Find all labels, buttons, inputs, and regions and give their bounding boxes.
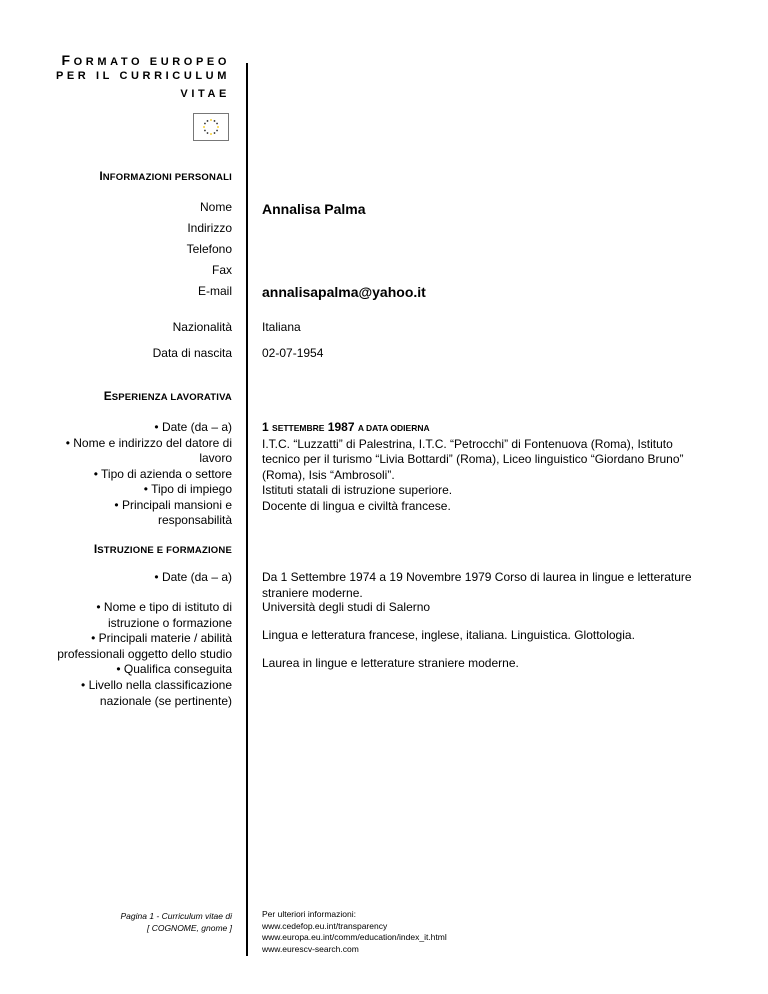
eu-flag-star (216, 123, 218, 125)
label-birth-date: Data di nascita (152, 346, 232, 360)
eu-flag-star (207, 120, 209, 122)
label-edu-dates: • Date (da – a) (154, 570, 232, 584)
footer-link-europa[interactable]: www.europa.eu.int/comm/education/index_it.html (262, 932, 447, 943)
label-work-duties: • Principali mansioni e responsabilità (114, 497, 232, 527)
eu-flag-star (214, 120, 216, 122)
header-title-line3: VITAE (180, 88, 230, 100)
eu-flag-star (210, 119, 212, 121)
column-divider (246, 63, 248, 956)
label-email: E-mail (197, 284, 232, 298)
footer-page-info (32, 910, 232, 934)
eu-flag-star (203, 126, 205, 128)
section-title-work: ESPERIENZA LAVORATIVA (103, 389, 232, 403)
label-edu-subjects: • Principali materie / abilità professionali oggetto dello studio (57, 631, 232, 661)
value-work-job: Docente di lingua e civiltà francese. (262, 498, 451, 513)
value-edu-institute: Università degli studi di Salerno (262, 600, 431, 614)
footer-link-eurescv[interactable]: www.eurescv-search.com (262, 943, 359, 954)
label-work-job: • Tipo di impiego (143, 482, 232, 496)
eu-flag-star (216, 130, 218, 132)
value-work-employer: I.T.C. “Luzzatti” di Palestrina, I.T.C. “Petrocchi” di Fontenuova (Roma), Istituto tecnico per il turismo “Livia Bottardi” (Roma), Liceo linguistico “Giordano Bruno” (Roma), Isis “Ambrosoli”. (262, 436, 684, 482)
eu-flag-star (207, 132, 209, 134)
label-work-sector: • Tipo di azienda o settore (93, 466, 232, 481)
eu-flag-star (204, 123, 206, 125)
section-title-education: ISTRUZIONE E FORMAZIONE (93, 542, 232, 556)
eu-flag-icon (193, 113, 229, 141)
value-email: annalisapalma@yahoo.it (262, 284, 426, 300)
eu-flag-star (204, 130, 206, 132)
label-work-employer: • Nome e indirizzo del datore di lavoro (65, 435, 232, 465)
label-work-dates: • Date (da – a) (154, 420, 232, 434)
eu-flag-star (217, 126, 219, 128)
footer-links (262, 909, 447, 955)
value-name: Annalisa Palma (262, 201, 366, 217)
label-nationality: Nazionalità (172, 320, 232, 334)
footer-info-label: Per ulteriori informazioni: (262, 909, 357, 919)
value-edu-subjects: Lingua e letteratura francese, inglese, italiana. Linguistica. Glottologia. (262, 628, 635, 642)
label-edu-qualification: • Qualifica conseguita (116, 662, 232, 676)
eu-flag-star (210, 133, 212, 135)
eu-flag-star (214, 132, 216, 134)
value-birth-date: 02-07-1954 (262, 346, 324, 360)
value-work-sector: Istituti statali di istruzione superiore. (262, 483, 453, 497)
label-phone: Telefono (186, 242, 232, 256)
label-edu-institute: • Nome e tipo di istituto di istruzione o formazione (96, 600, 232, 630)
section-title-personal: INFORMAZIONI PERSONALI (99, 169, 232, 183)
header-title-line1: FORMATO EUROPEO (61, 52, 230, 68)
header-title-line2: PER IL CURRICULUM (55, 70, 230, 82)
label-edu-level: • Livello nella classificazione nazionale (se pertinente) (81, 678, 232, 708)
work-values (262, 420, 712, 514)
value-work-dates: 1 SETTEMBRE 1987 A DATA ODIERNA (262, 420, 430, 434)
label-fax: Fax (211, 263, 232, 277)
work-labels (42, 420, 232, 529)
label-address: Indirizzo (187, 221, 232, 235)
value-edu-qualification: Laurea in lingue e letterature straniere moderne. (262, 656, 519, 670)
label-name: Nome (199, 200, 232, 214)
value-edu-dates: Da 1 Settembre 1974 a 19 Novembre 1979 Corso di laurea in lingue e letterature straniere moderne. (262, 570, 692, 600)
footer-page-line2: [ COGNOME, gnome ] (146, 923, 232, 933)
value-nationality: Italiana (262, 320, 301, 334)
footer-page-line1: Pagina 1 - Curriculum vitae di (120, 911, 232, 921)
footer-link-cedefop[interactable]: www.cedefop.eu.int/transparency (262, 920, 388, 931)
